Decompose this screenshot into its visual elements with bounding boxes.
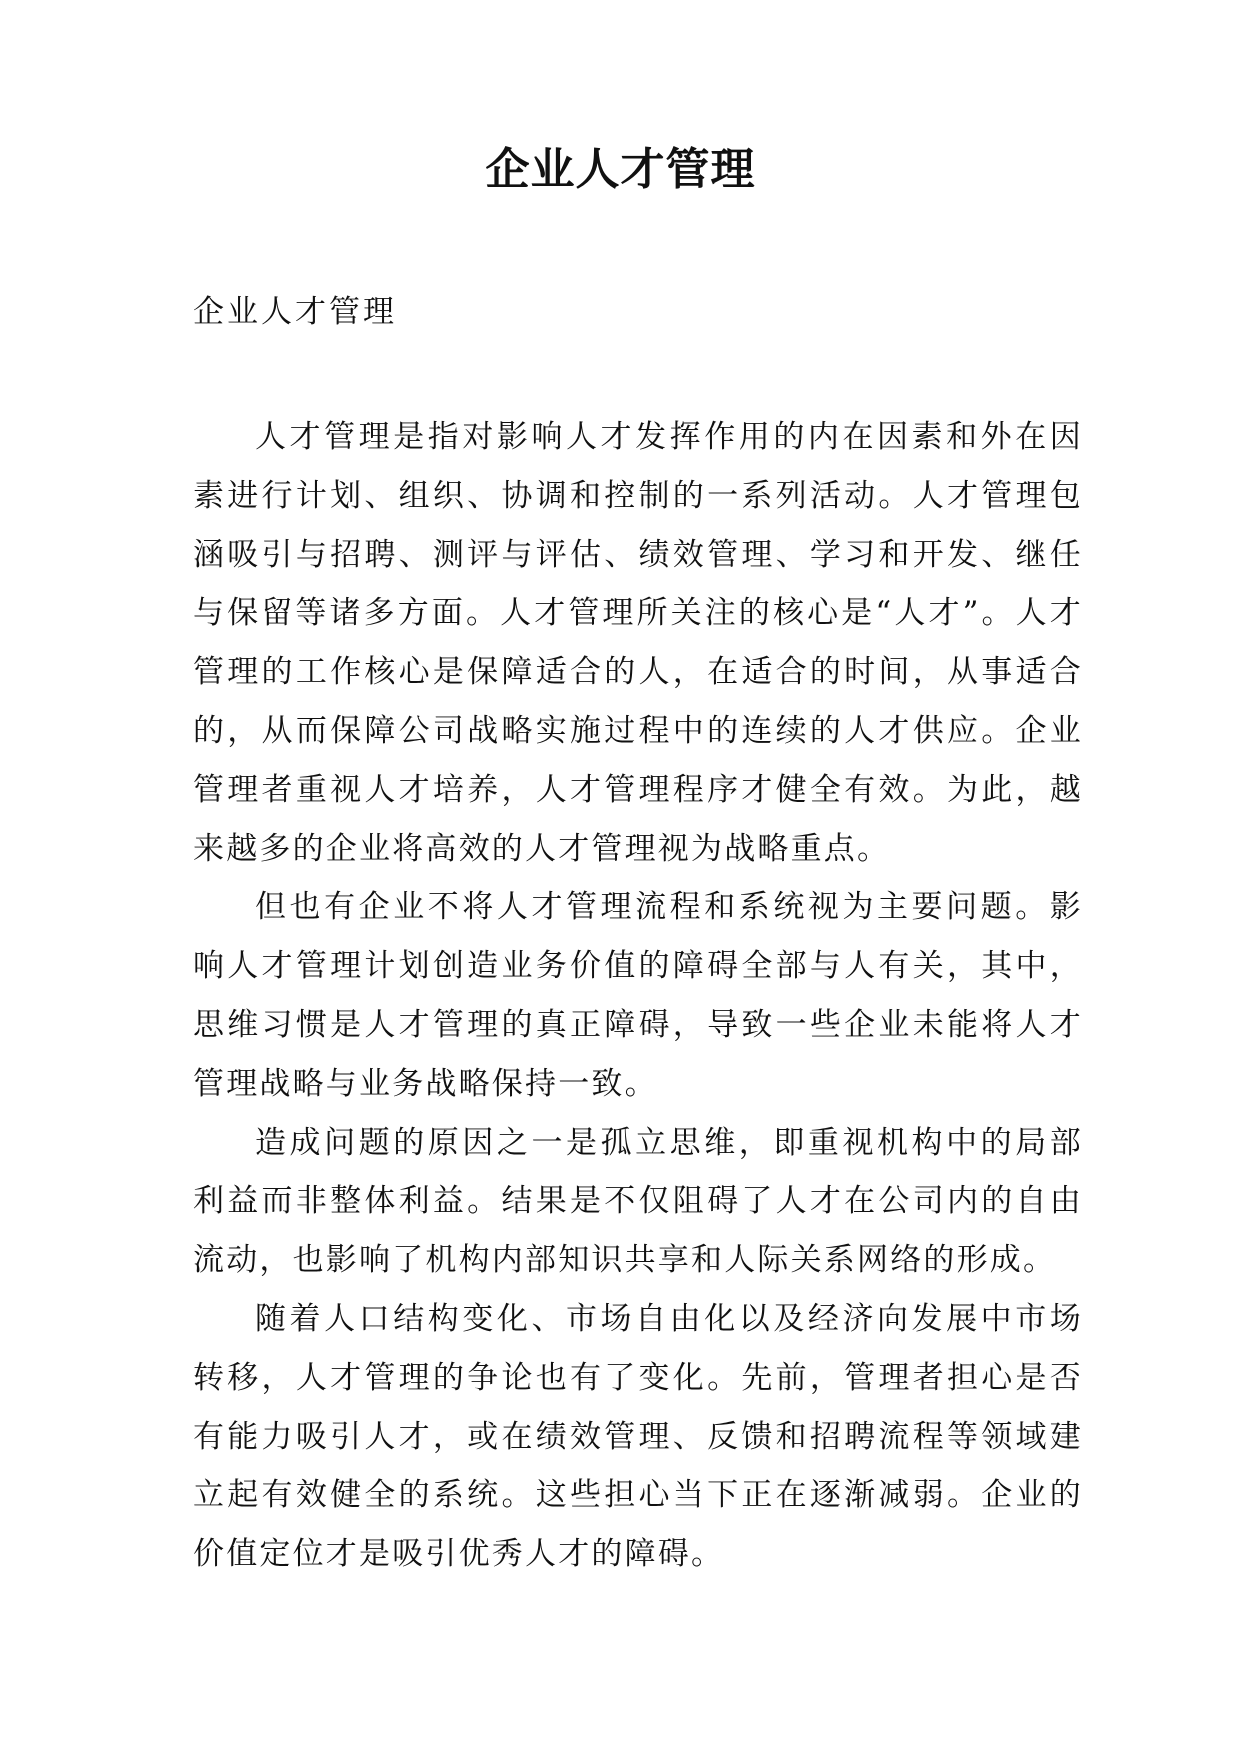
document-subtitle: 企业人才管理	[193, 294, 397, 330]
document-body	[193, 408, 1083, 1584]
paragraph-2: 但也有企业不将人才管理流程和系统视为主要问题。影响人才管理计划创造业务价值的障碍全部与人有关，其中，思维习惯是人才管理的真正障碍，导致一些企业未能将人才管理战略与业务战略保持一致。	[193, 889, 1083, 1102]
document-title: 企业人才管理	[485, 144, 756, 195]
paragraph-1: 人才管理是指对影响人才发挥作用的内在因素和外在因素进行计划、组织、协调和控制的一系列活动。人才管理包涵吸引与招聘、测评与评估、绩效管理、学习和开发、继任与保留等诸多方面。人才管理所关注的核心是“人才”。人才管理的工作核心是保障适合的人，在适合的时间，从事适合的，从而保障公司战略实施过程中的连续的人才供应。企业管理者重视人才培养，人才管理程序才健全有效。为此，越来越多的企业将高效的人才管理视为战略重点。	[193, 419, 1083, 867]
paragraph-3: 造成问题的原因之一是孤立思维，即重视机构中的局部利益而非整体利益。结果是不仅阻碍了人才在公司内的自由流动，也影响了机构内部知识共享和人际关系网络的形成。	[193, 1124, 1083, 1279]
paragraph-4: 随着人口结构变化、市场自由化以及经济向发展中市场转移，人才管理的争论也有了变化。先前，管理者担心是否有能力吸引人才，或在绩效管理、反馈和招聘流程等领域建立起有效健全的系统。这些担心当下正在逐渐减弱。企业的价值定位才是吸引优秀人才的障碍。	[193, 1300, 1083, 1573]
